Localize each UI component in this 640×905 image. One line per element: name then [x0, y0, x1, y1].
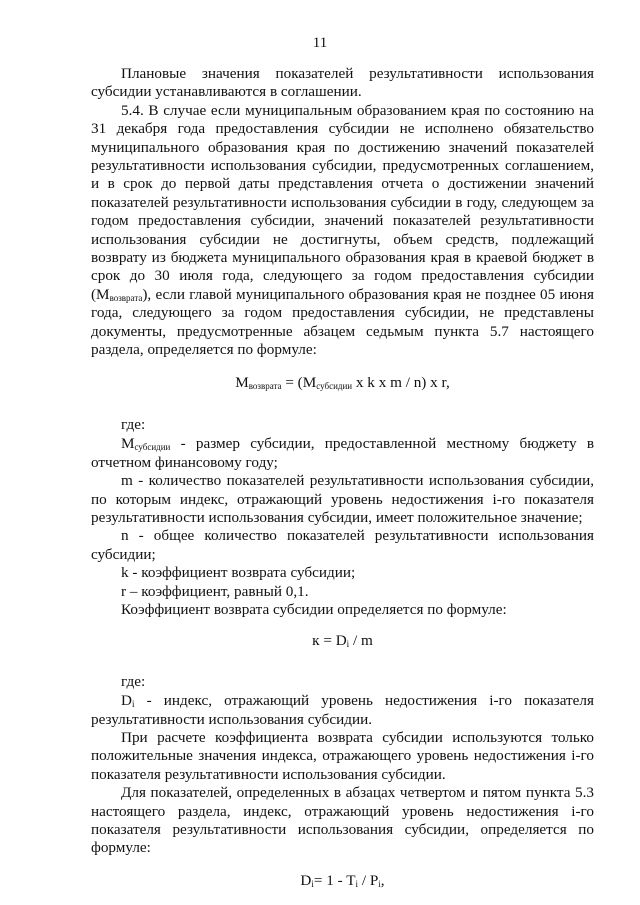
formula-3-end: ,	[380, 871, 385, 889]
formula-3-mid-2: / P	[358, 871, 379, 889]
formula-1-var: M	[235, 373, 249, 391]
document-body	[91, 65, 594, 890]
definition-di-text: - индекс, отражающий уровень недостижения i-го показателя результативности использования субсидии.	[91, 692, 594, 728]
formula-3-mid: = 1 - T	[313, 871, 356, 889]
definition-n: n - общее количество показателей результативности использования субсидии;	[91, 527, 594, 563]
paragraph-5-4-text-a: 5.4. В случае если муниципальным образованием края по состоянию на 31 декабря года предоставления субсидии не исполнено обязательство муниципального образования края по достижению значений показателей результативности использования субсидии, предусмотренных соглашением, и в срок до первой даты представления отчета о достижении значений показателей результативности использования субсидии в году, следующем за годом предоставления субсидии, значений показателей результативности использования субсидии не достигнуты, объем средств, подлежащий возврату из бюджета муниципального образования края в краевой бюджет в срок до 30 июля года, следующего за годом предоставления субсидии (M	[91, 101, 594, 303]
paragraph-calculation: При расчете коэффициента возврата субсидии используются только положительные значения индекса, отражающего уровень недостижения i-го показателя результативности использования субсидии.	[91, 729, 594, 783]
formula-coefficient	[91, 632, 594, 650]
formula-3-var: D	[300, 871, 312, 889]
formula-3-sub-3: i	[378, 878, 381, 889]
paragraph-5-4-subscript: возврата	[109, 292, 143, 303]
definition-di	[91, 692, 594, 729]
definition-subsidy-var: M	[121, 435, 135, 453]
definition-subsidy	[91, 435, 594, 472]
definition-subsidy-sub: субсидии	[134, 442, 171, 453]
definition-di-var: D	[121, 692, 132, 710]
formula-3-sub-1: i	[311, 878, 314, 889]
formula-2-end: / m	[349, 632, 373, 650]
paragraph-5-4-text-b: ), если главой муниципального образования края не позднее 05 июня года, следующего за годом предоставления субсидии, не представлены документы, предусмотренные абзацем седьмым пункта 5.7 настоящего раздела, определяется по формуле:	[91, 285, 594, 359]
formula-1-sub-subsidy: субсидии	[316, 380, 353, 391]
formula-index	[91, 872, 594, 890]
definition-r: r – коэффициент, равный 0,1.	[121, 582, 309, 600]
page-number: 11	[312, 35, 328, 51]
formula-2-sub: i	[346, 639, 350, 650]
formula-return-amount	[91, 374, 594, 392]
formula-1-end: x k x m / n) x r,	[352, 373, 450, 391]
formula-2-start: к = D	[312, 632, 347, 650]
formula-1-sub-return: возврата	[248, 380, 282, 391]
paragraph-indicators: Для показателей, определенных в абзацах четвертом и пятом пункта 5.3 настоящего раздела, индекс, отражающий уровень недостижения i-го показателя результативности использования субсидии, определяется по формуле:	[91, 784, 594, 857]
where-label-2: где:	[121, 672, 146, 690]
definition-k: k - коэффициент возврата субсидии;	[121, 564, 356, 582]
formula-3-sub-2: i	[355, 878, 359, 889]
coefficient-intro: Коэффициент возврата субсидии определяется по формуле:	[121, 600, 507, 618]
definition-di-sub: i	[131, 699, 135, 710]
definition-m: m - количество показателей результативности использования субсидии, по которым индекс, отражающий уровень недостижения i-го показателя результативности использования субсидии, имеет положительное значение;	[91, 472, 594, 526]
paragraph-planned-values: Плановые значения показателей результативности использования субсидии устанавливаются в соглашении.	[91, 65, 594, 101]
where-label-1: где:	[121, 415, 146, 433]
paragraph-5-4	[91, 102, 594, 360]
definition-subsidy-text: - размер субсидии, предоставленной местному бюджету в отчетном финансовому году;	[91, 435, 594, 471]
formula-1-mid: = (M	[281, 373, 317, 391]
